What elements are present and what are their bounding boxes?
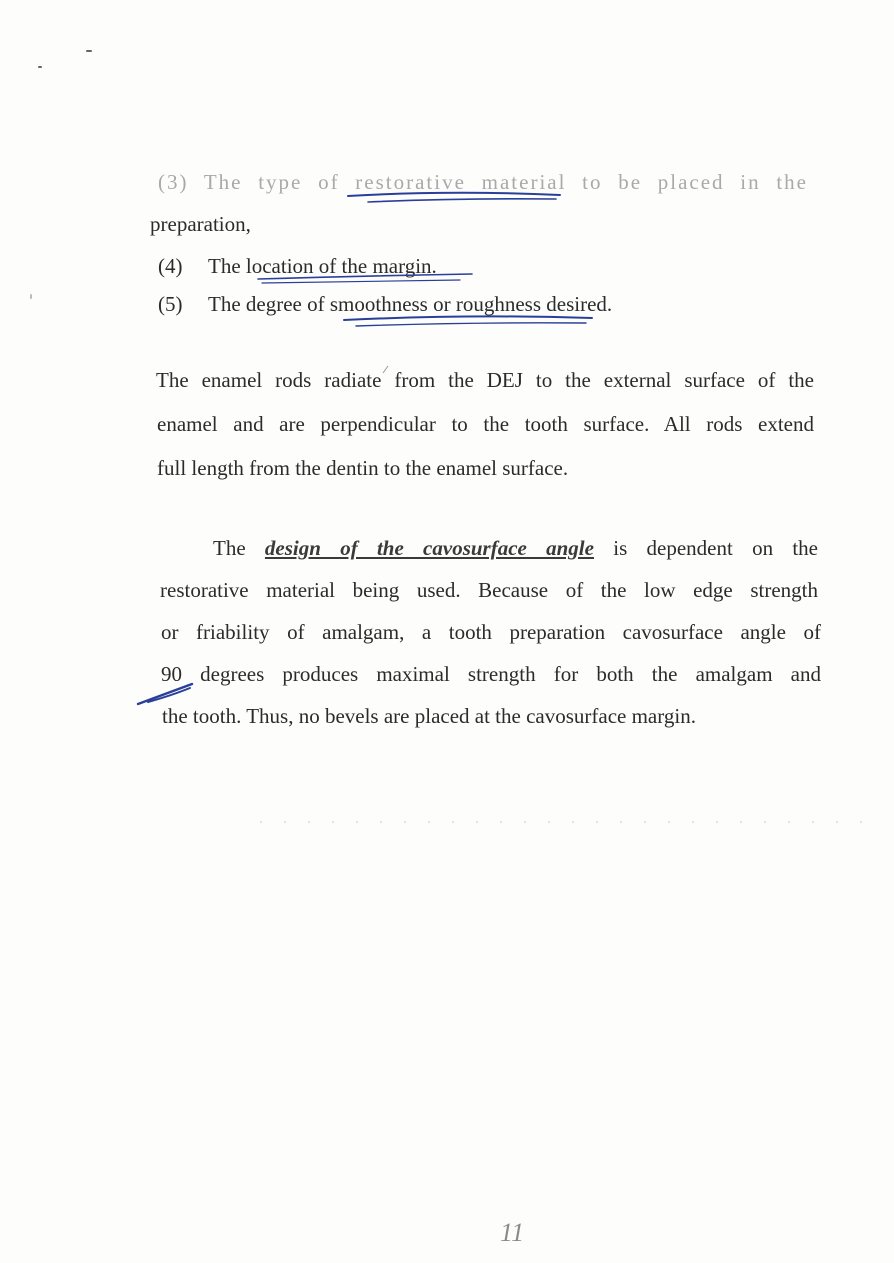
pen-underline-smoothness-2 (356, 323, 586, 326)
paragraph-2-line-4: 90 degrees produces maximal strength for both the amalgam and (161, 662, 821, 686)
scan-speck (38, 66, 42, 68)
page-number: 11 (500, 1218, 525, 1247)
list-item-4-text: The location of the margin. (208, 254, 437, 278)
pen-mark-ninety-2 (148, 688, 190, 702)
pen-underline-smoothness (344, 316, 592, 320)
paragraph-2-line-3: or friability of amalgam, a tooth preparation cavosurface angle of (161, 620, 821, 644)
paragraph-2-start: The (213, 536, 246, 560)
scan-speck (86, 50, 92, 52)
paragraph-2-line-5: the tooth. Thus, no bevels are placed at the cavosurface margin. (162, 704, 696, 728)
list-item-5-number: (5) (158, 292, 183, 316)
pen-underline-location-2 (262, 280, 460, 283)
list-item-3-text: The type of restorative material to be placed in the (203, 170, 808, 194)
paragraph-1-line-2: enamel and are perpendicular to the tooth surface. All rods extend (157, 412, 814, 436)
list-item-5 (158, 294, 612, 315)
list-item-4-number: (4) (158, 254, 183, 278)
list-item-3-line-1 (158, 172, 808, 193)
list-item-3-number: (3) (158, 170, 189, 194)
scan-speck (30, 294, 32, 299)
paragraph-2-line-1-end: is dependent on the (613, 536, 818, 560)
paragraph-2-line-2: restorative material being used. Because of the low edge strength (160, 578, 818, 602)
paragraph-1-line-3: full length from the dentin to the enamel surface. (157, 456, 569, 480)
list-item-5-text: The degree of smoothness or roughness desired. (208, 292, 613, 316)
list-item-4 (158, 256, 437, 277)
pen-mark-ninety (138, 684, 192, 704)
paragraph-2-line-1 (213, 538, 818, 559)
list-item-3-line-2: preparation, (150, 212, 251, 236)
key-term-emphasis: design of the cavosurface angle (264, 536, 594, 560)
paragraph-1-line-1: The enamel rods radiate from the DEJ to the external surface of the (156, 368, 814, 392)
pen-underline-restorative-material-2 (368, 199, 556, 202)
